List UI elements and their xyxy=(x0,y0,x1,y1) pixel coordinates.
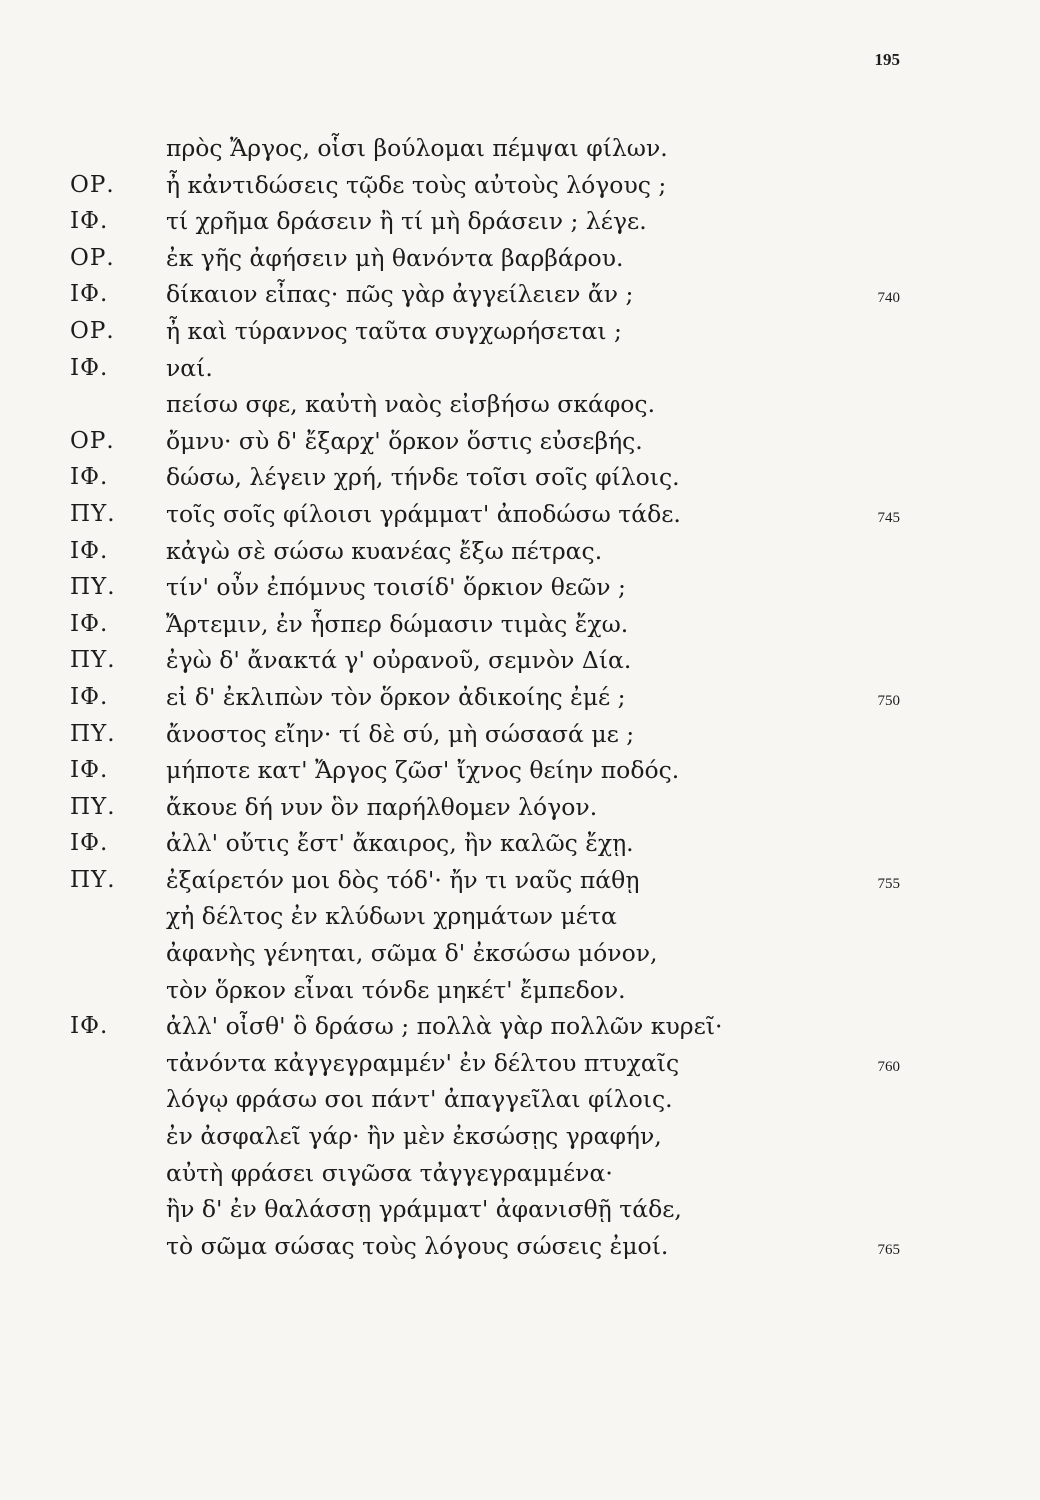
verse-text: τίν' οὖν ἐπόμνυς τοισίδ' ὅρκιον θεῶν ; xyxy=(166,573,626,602)
verse-line xyxy=(0,825,1040,862)
verse-text: εἰ δ' ἐκλιπὼν τὸν ὅρκον ἀδικοίης ἐμέ ; xyxy=(166,682,626,711)
speaker-label: ΟΡ. xyxy=(70,171,115,198)
verse-line xyxy=(0,898,1040,935)
verse-text: χἠ δέλτος ἐν κλύδωνι χρημάτων μέτα xyxy=(166,902,617,931)
verse-line xyxy=(0,1228,1040,1265)
page-number: 195 xyxy=(874,50,900,69)
verse-line xyxy=(0,240,1040,277)
verse-line xyxy=(0,130,1040,167)
speaker-label: ΠΥ. xyxy=(70,574,116,601)
speaker-label: ΙΦ. xyxy=(70,464,109,491)
verse-text: αὐτὴ φράσει σιγῶσα τἀγγεγραμμένα· xyxy=(166,1158,613,1187)
verse-line xyxy=(0,679,1040,716)
verse-text: τοῖς σοῖς φίλοισι γράμματ' ἀποδώσω τάδε. xyxy=(166,499,681,528)
verse-line xyxy=(0,642,1040,679)
verse-text: πείσω σφε, καὐτὴ ναὸς εἰσβήσω σκάφος. xyxy=(166,390,656,419)
verse-text: ἄνοστος εἴην· τί δὲ σύ, μὴ σώσασά με ; xyxy=(166,719,635,748)
verse-line xyxy=(0,1191,1040,1228)
verse-text: λόγῳ φράσω σοι πάντ' ἀπαγγεῖλαι φίλοις. xyxy=(166,1085,673,1114)
speaker-label: ΙΦ. xyxy=(70,610,109,637)
verse-line xyxy=(0,276,1040,313)
verse-text: ἐξαίρετόν μοι δὸς τόδ'· ἤν τι ναῦς πάθῃ xyxy=(166,865,640,894)
speaker-label: ΠΥ. xyxy=(70,866,116,893)
verse-text: δίκαιον εἶπας· πῶς γὰρ ἀγγείλειεν ἄν ; xyxy=(166,280,634,309)
speaker-label: ΠΥ. xyxy=(70,793,116,820)
verse-line xyxy=(0,350,1040,387)
verse-line xyxy=(0,606,1040,643)
line-number: 760 xyxy=(877,1058,900,1075)
verse-line xyxy=(0,459,1040,496)
verse-line xyxy=(0,1081,1040,1118)
verse-text: τἀνόντα κἀγγεγραμμέν' ἐν δέλτου πτυχαῖς xyxy=(166,1048,680,1077)
verse-line xyxy=(0,496,1040,533)
speaker-label: ΙΦ. xyxy=(70,281,109,308)
verse-text: ἐν ἀσφαλεῖ γάρ· ἢν μὲν ἐκσώσῃς γραφήν, xyxy=(166,1122,662,1151)
verse-line xyxy=(0,423,1040,460)
verse-line xyxy=(0,862,1040,899)
speaker-label: ΠΥ. xyxy=(70,647,116,674)
verse-text: ἦ κἀντιδώσεις τῷδε τοὺς αὐτοὺς λόγους ; xyxy=(166,170,667,199)
verse-text: Ἄρτεμιν, ἐν ἧσπερ δώμασιν τιμὰς ἔχω. xyxy=(166,609,629,638)
verse-text: κἀγὼ σὲ σώσω κυανέας ἔξω πέτρας. xyxy=(166,536,603,565)
verse-text: ἐκ γῆς ἀφήσειν μὴ θανόντα βαρβάρου. xyxy=(166,243,624,272)
verse-text: ὄμνυ· σὺ δ' ἔξαρχ' ὅρκον ὅστις εὐσεβής. xyxy=(166,426,643,455)
verse-text: τὸ σῶμα σώσας τοὺς λόγους σώσεις ἐμοί. xyxy=(166,1231,669,1260)
line-number: 765 xyxy=(877,1241,900,1258)
verse-text: τί χρῆμα δράσειν ἢ τί μὴ δράσειν ; λέγε. xyxy=(166,207,647,236)
verse-line xyxy=(0,533,1040,570)
verse-text: τὸν ὅρκον εἶναι τόνδε μηκέτ' ἔμπεδον. xyxy=(166,975,626,1004)
verse-text: ἢν δ' ἐν θαλάσσῃ γράμματ' ἀφανισθῇ τάδε, xyxy=(166,1195,682,1224)
speaker-label: ΠΥ. xyxy=(70,500,116,527)
speaker-label: ΙΦ. xyxy=(70,757,109,784)
verse-text: ἀλλ' οὔτις ἔστ' ἄκαιρος, ἢν καλῶς ἔχῃ. xyxy=(166,829,634,858)
verse-line xyxy=(0,1045,1040,1082)
verse-line xyxy=(0,203,1040,240)
verse-text: ἦ καὶ τύραννος ταῦτα συγχωρήσεται ; xyxy=(166,316,622,345)
verse-text: πρὸς Ἄργος, οἷσι βούλομαι πέμψαι φίλων. xyxy=(166,134,668,162)
verse-text: ἐγὼ δ' ἄνακτά γ' οὐρανοῦ, σεμνὸν Δία. xyxy=(166,646,632,675)
verse-line xyxy=(0,313,1040,350)
line-number: 750 xyxy=(877,692,900,709)
verse-line xyxy=(0,1118,1040,1155)
verse-text: ἀφανὴς γένηται, σῶμα δ' ἐκσώσω μόνον, xyxy=(166,939,658,968)
verse-line xyxy=(0,569,1040,606)
verse-text: ἄκουε δή νυν ὃν παρήλθομεν λόγον. xyxy=(166,792,598,821)
verse-line xyxy=(0,716,1040,753)
line-number: 755 xyxy=(877,875,900,892)
verse-line xyxy=(0,167,1040,204)
speaker-label: ΙΦ. xyxy=(70,830,109,857)
speaker-label: ΙΦ. xyxy=(70,683,109,710)
verse-line xyxy=(0,789,1040,826)
verse-line xyxy=(0,386,1040,423)
verse-line xyxy=(0,935,1040,972)
speaker-label: ΙΦ. xyxy=(70,354,109,381)
speaker-label: ΙΦ. xyxy=(70,208,109,235)
speaker-label: ΙΦ. xyxy=(70,537,109,564)
verse-text: ναί. xyxy=(166,353,213,382)
verse-line xyxy=(0,1155,1040,1192)
line-number: 740 xyxy=(877,290,900,307)
line-number: 745 xyxy=(877,509,900,526)
verse-line xyxy=(0,752,1040,789)
verse-text: μήποτε κατ' Ἄργος ζῶσ' ἴχνος θείην ποδός. xyxy=(166,756,680,785)
speaker-label: ΟΡ. xyxy=(70,317,115,344)
speaker-label: ΟΡ. xyxy=(70,427,115,454)
speaker-label: ΠΥ. xyxy=(70,720,116,747)
speaker-label: ΟΡ. xyxy=(70,244,115,271)
verse-line xyxy=(0,972,1040,1009)
verse-line xyxy=(0,1008,1040,1045)
speaker-label: ΙΦ. xyxy=(70,1013,109,1040)
verse-text: ἀλλ' οἶσθ' ὃ δράσω ; πολλὰ γὰρ πολλῶν κυρεῖ· xyxy=(166,1012,723,1041)
verse-lines xyxy=(0,130,1040,1264)
verse-text: δώσω, λέγειν χρή, τήνδε τοῖσι σοῖς φίλοις. xyxy=(166,463,680,492)
